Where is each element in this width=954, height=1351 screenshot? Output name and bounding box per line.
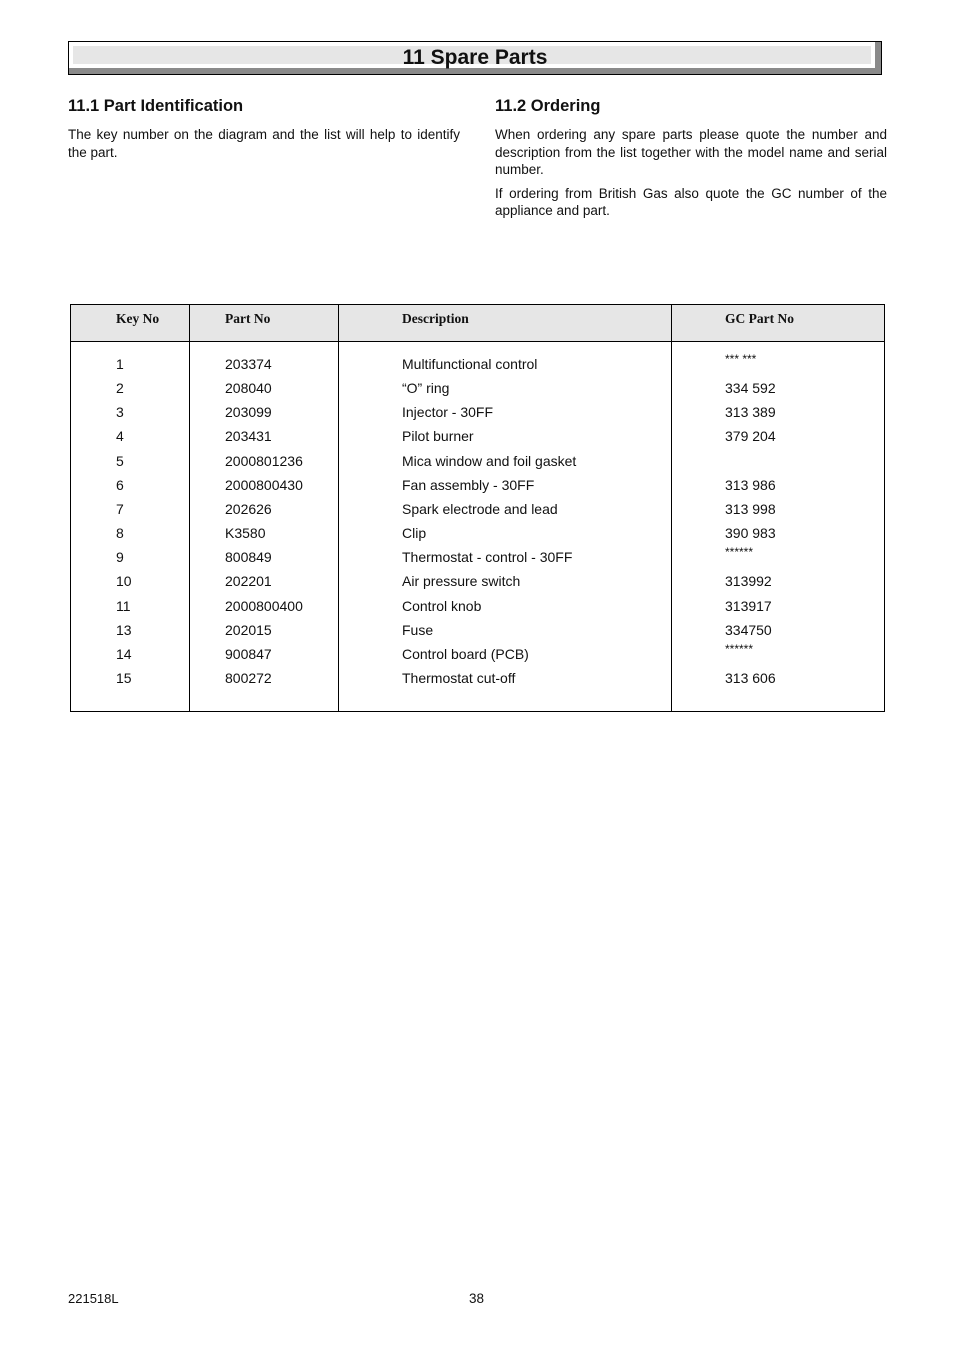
cell-description: Injector - 30FF: [402, 404, 494, 421]
cell-key-no: 7: [116, 500, 124, 517]
cell-part-no: 2000801236: [225, 452, 303, 469]
table-row: [71, 641, 884, 670]
header-gc-part-no: GC Part No: [725, 311, 794, 326]
cell-gc-part-no: 390 983: [725, 525, 776, 542]
cell-part-no: 202201: [225, 573, 272, 590]
cell-description: Fuse: [402, 621, 434, 638]
cell-part-no: 2000800400: [225, 597, 303, 614]
cell-gc-part-no: 313992: [725, 573, 772, 590]
table-header: [71, 305, 884, 342]
cell-description: Mica window and foil gasket: [402, 452, 577, 469]
cell-key-no: 3: [116, 404, 124, 421]
cell-key-no: 5: [116, 452, 124, 469]
table-row: [71, 622, 884, 646]
cell-gc-part-no: 334 592: [725, 380, 776, 397]
cell-key-no: 15: [116, 669, 132, 686]
cell-description: Pilot burner: [402, 428, 474, 445]
cell-part-no: 202626: [225, 500, 272, 517]
cell-part-no: 203431: [225, 428, 272, 445]
cell-description: Control knob: [402, 597, 482, 614]
table-row: [71, 352, 884, 380]
cell-key-no: 9: [116, 549, 124, 566]
cell-key-no: 8: [116, 525, 124, 542]
cell-description: Thermostat cut-off: [402, 669, 516, 686]
section-ordering: [495, 96, 887, 226]
cell-description: Fan assembly - 30FF: [402, 476, 535, 493]
table-row: [71, 670, 884, 694]
cell-gc-part-no: 313917: [725, 597, 772, 614]
cell-key-no: 11: [116, 597, 131, 614]
cell-part-no: 208040: [225, 380, 272, 397]
cell-part-no: 800272: [225, 669, 272, 686]
section-heading-ordering: 11.2 Ordering: [495, 97, 601, 115]
table-row: [71, 573, 884, 597]
cell-part-no: 800849: [225, 549, 272, 566]
cell-gc-part-no: ******: [725, 545, 754, 560]
cell-part-no: K3580: [225, 525, 266, 542]
section-part-identification: [68, 96, 460, 167]
page-title-bar: [68, 41, 882, 75]
cell-part-no: 900847: [225, 645, 272, 662]
page-number: 38: [469, 1291, 485, 1306]
cell-gc-part-no: 334750: [725, 621, 772, 638]
header-description: Description: [402, 311, 469, 326]
cell-description: Control board (PCB): [402, 645, 529, 662]
table-row: [71, 598, 884, 622]
cell-description: Multifunctional control: [402, 356, 538, 372]
table-row: [71, 453, 884, 477]
cell-description: Thermostat - control - 30FF: [402, 549, 573, 566]
cell-description: Clip: [402, 525, 427, 542]
cell-gc-part-no: 313 998: [725, 500, 776, 517]
table-row: [71, 428, 884, 452]
cell-gc-part-no: ******: [725, 641, 754, 656]
table-row: [71, 545, 884, 573]
header-part-no: Part No: [225, 311, 271, 326]
cell-description: Spark electrode and lead: [402, 500, 558, 517]
spare-parts-table: [70, 304, 885, 712]
table-row: [71, 477, 884, 501]
cell-key-no: 14: [116, 645, 132, 662]
document-code: 221518L: [68, 1291, 119, 1306]
cell-gc-part-no: 379 204: [725, 428, 776, 445]
cell-key-no: 10: [116, 573, 132, 590]
cell-key-no: 2: [116, 380, 124, 397]
section-heading-identification: 11.1 Part Identification: [68, 97, 244, 115]
cell-description: “O” ring: [402, 380, 450, 397]
cell-part-no: 202015: [225, 621, 272, 638]
cell-gc-part-no: 313 389: [725, 404, 776, 421]
cell-gc-part-no: *** ***: [725, 352, 757, 366]
cell-key-no: 1: [116, 356, 124, 372]
cell-part-no: 203374: [225, 356, 272, 372]
page-title: 11 Spare Parts: [402, 46, 548, 69]
header-key-no: Key No: [116, 311, 160, 326]
ordering-paragraph-2: If ordering from British Gas also quote the GC number of the appliance and part.: [495, 185, 887, 218]
identification-paragraph: The key number on the diagram and the list will help to identify the part.: [68, 127, 460, 160]
cell-key-no: 4: [116, 428, 124, 445]
cell-part-no: 2000800430: [225, 476, 303, 493]
table-row: [71, 501, 884, 525]
table-row: [71, 404, 884, 428]
cell-part-no: 203099: [225, 404, 272, 421]
cell-key-no: 6: [116, 476, 124, 493]
cell-key-no: 13: [116, 621, 132, 638]
table-row: [71, 380, 884, 404]
ordering-paragraph-1: When ordering any spare parts please quote the number and description from the list together with the model name and serial number.: [495, 127, 887, 177]
cell-gc-part-no: 313 606: [725, 669, 776, 686]
cell-gc-part-no: 313 986: [725, 476, 776, 493]
cell-description: Air pressure switch: [402, 573, 521, 590]
table-row: [71, 525, 884, 549]
